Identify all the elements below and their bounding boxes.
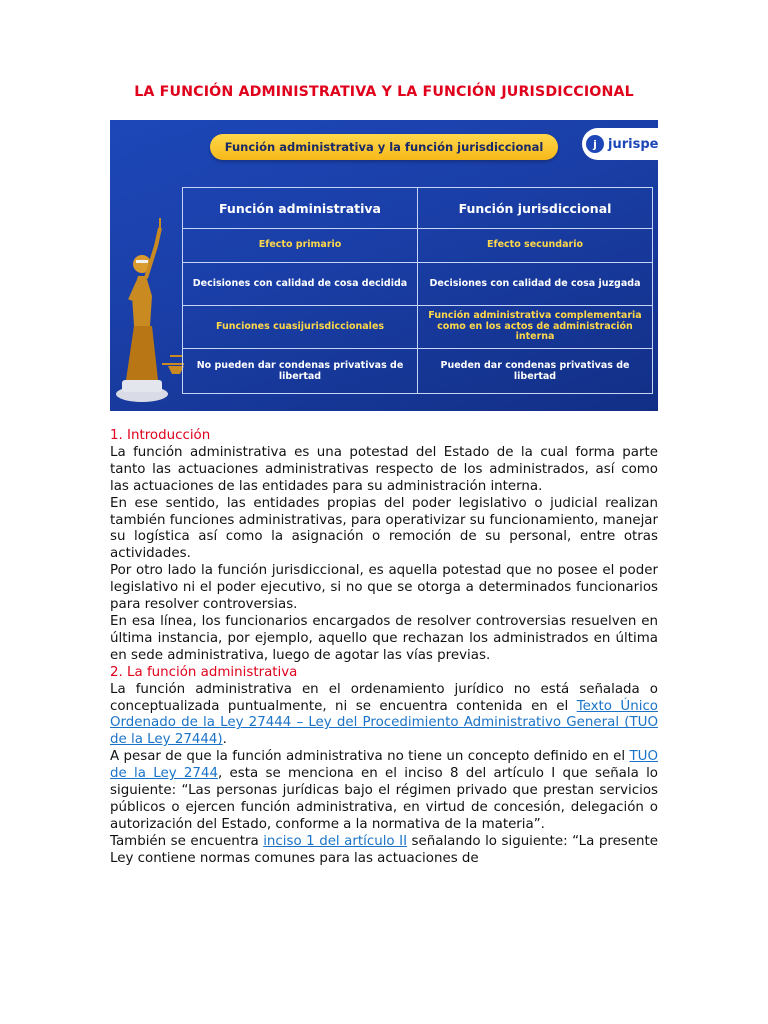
document-title: LA FUNCIÓN ADMINISTRATIVA Y LA FUNCIÓN JURISDICCIONAL <box>134 84 634 100</box>
paragraph <box>110 834 658 868</box>
table-cell: Función administrativa complementaria como en los actos de administración interna <box>418 306 653 349</box>
section-heading-funcion-administrativa: 2. La función administrativa <box>110 664 298 680</box>
banner-title-pill: Función administrativa y la función jurisdiccional <box>210 134 558 160</box>
link-tuo-ley-2744[interactable]: TUO de la Ley 2744 <box>110 749 658 782</box>
paragraph: La función administrativa es una potestad del Estado de la cual forma parte tanto las actuaciones administrativas respecto de los administrados, así como las actuaciones de las entidades para su administración interna. <box>110 444 658 494</box>
paragraph: Por otro lado la función jurisdiccional, es aquella potestad que no posee el poder legislativo ni el poder ejecutivo, si no que se otorga a determinados funcionarios para resolver controversias. <box>110 563 658 613</box>
table-cell: Funciones cuasijurisdiccionales <box>183 306 418 349</box>
logo-mark-icon: j <box>586 135 604 153</box>
table-cell: Pueden dar condenas privativas de libertad <box>418 349 653 394</box>
paragraph-text: A pesar de que la función administrativa no tiene un concepto definido en el <box>110 749 630 765</box>
paragraph <box>110 749 658 834</box>
header-funcion-administrativa: Función administrativa <box>183 188 418 229</box>
link-tuo-ley-27444[interactable]: Texto Único Ordenado de la Ley 27444 – Ley del Procedimiento Administrativo General (TUO de la Ley 27444) <box>110 698 658 748</box>
table-row <box>183 263 653 306</box>
paragraph: En esa línea, los funcionarios encargados de resolver controversias resuelven en última instancia, por ejemplo, aquello que rechazan los administrados en última en sede administrativa, luego de agotar las vías previas. <box>110 613 658 663</box>
jurispe-logo <box>582 128 658 160</box>
section-heading-introduccion: 1. Introducción <box>110 428 211 443</box>
table-cell: No pueden dar condenas privativas de libertad <box>183 349 418 394</box>
link-inciso-1-articulo-ii[interactable]: inciso 1 del artículo II <box>263 833 408 849</box>
paragraph: En ese sentido, las entidades propias del poder legislativo o judicial realizan también funciones administrativas, para operativizar su funcionamiento, manejar su logística así como la asignación o remoción de su personal, entre otras actividades. <box>110 495 658 562</box>
lady-justice-statue-icon <box>112 216 184 406</box>
table-cell: Efecto primario <box>183 229 418 263</box>
paragraph-text: , esta se menciona en el inciso 8 del artículo I que señala lo siguiente: “Las personas jurídicas bajo el régimen privado que prestan servicios públicos o ejercen función administrativa, en virtud de concesión, delegación o autorización del Estado, conforme a la normativa de la materia”. <box>110 766 659 832</box>
article-body <box>110 428 658 868</box>
table-cell: Decisiones con calidad de cosa juzgada <box>418 263 653 306</box>
comparison-banner-image <box>110 120 658 411</box>
paragraph-text: . <box>222 732 227 748</box>
paragraph <box>110 682 658 750</box>
table-row <box>183 349 653 394</box>
paragraph-text: señalando lo siguiente: “La presente Ley contiene normas comunes para las actuaciones de <box>110 833 658 866</box>
table-row <box>183 306 653 349</box>
table-cell: Efecto secundario <box>418 229 653 263</box>
paragraph-text: También se encuentra <box>110 833 264 849</box>
paragraph-text: La función administrativa en el ordenamiento jurídico no está señalada o conceptualizada puntualmente, ni se encuentra contenida en el <box>110 681 658 714</box>
header-funcion-jurisdiccional: Función jurisdiccional <box>418 188 653 229</box>
table-row <box>183 229 653 263</box>
comparison-table <box>182 187 653 394</box>
logo-text: jurispe <box>608 136 658 152</box>
table-cell: Decisiones con calidad de cosa decidida <box>183 263 418 306</box>
